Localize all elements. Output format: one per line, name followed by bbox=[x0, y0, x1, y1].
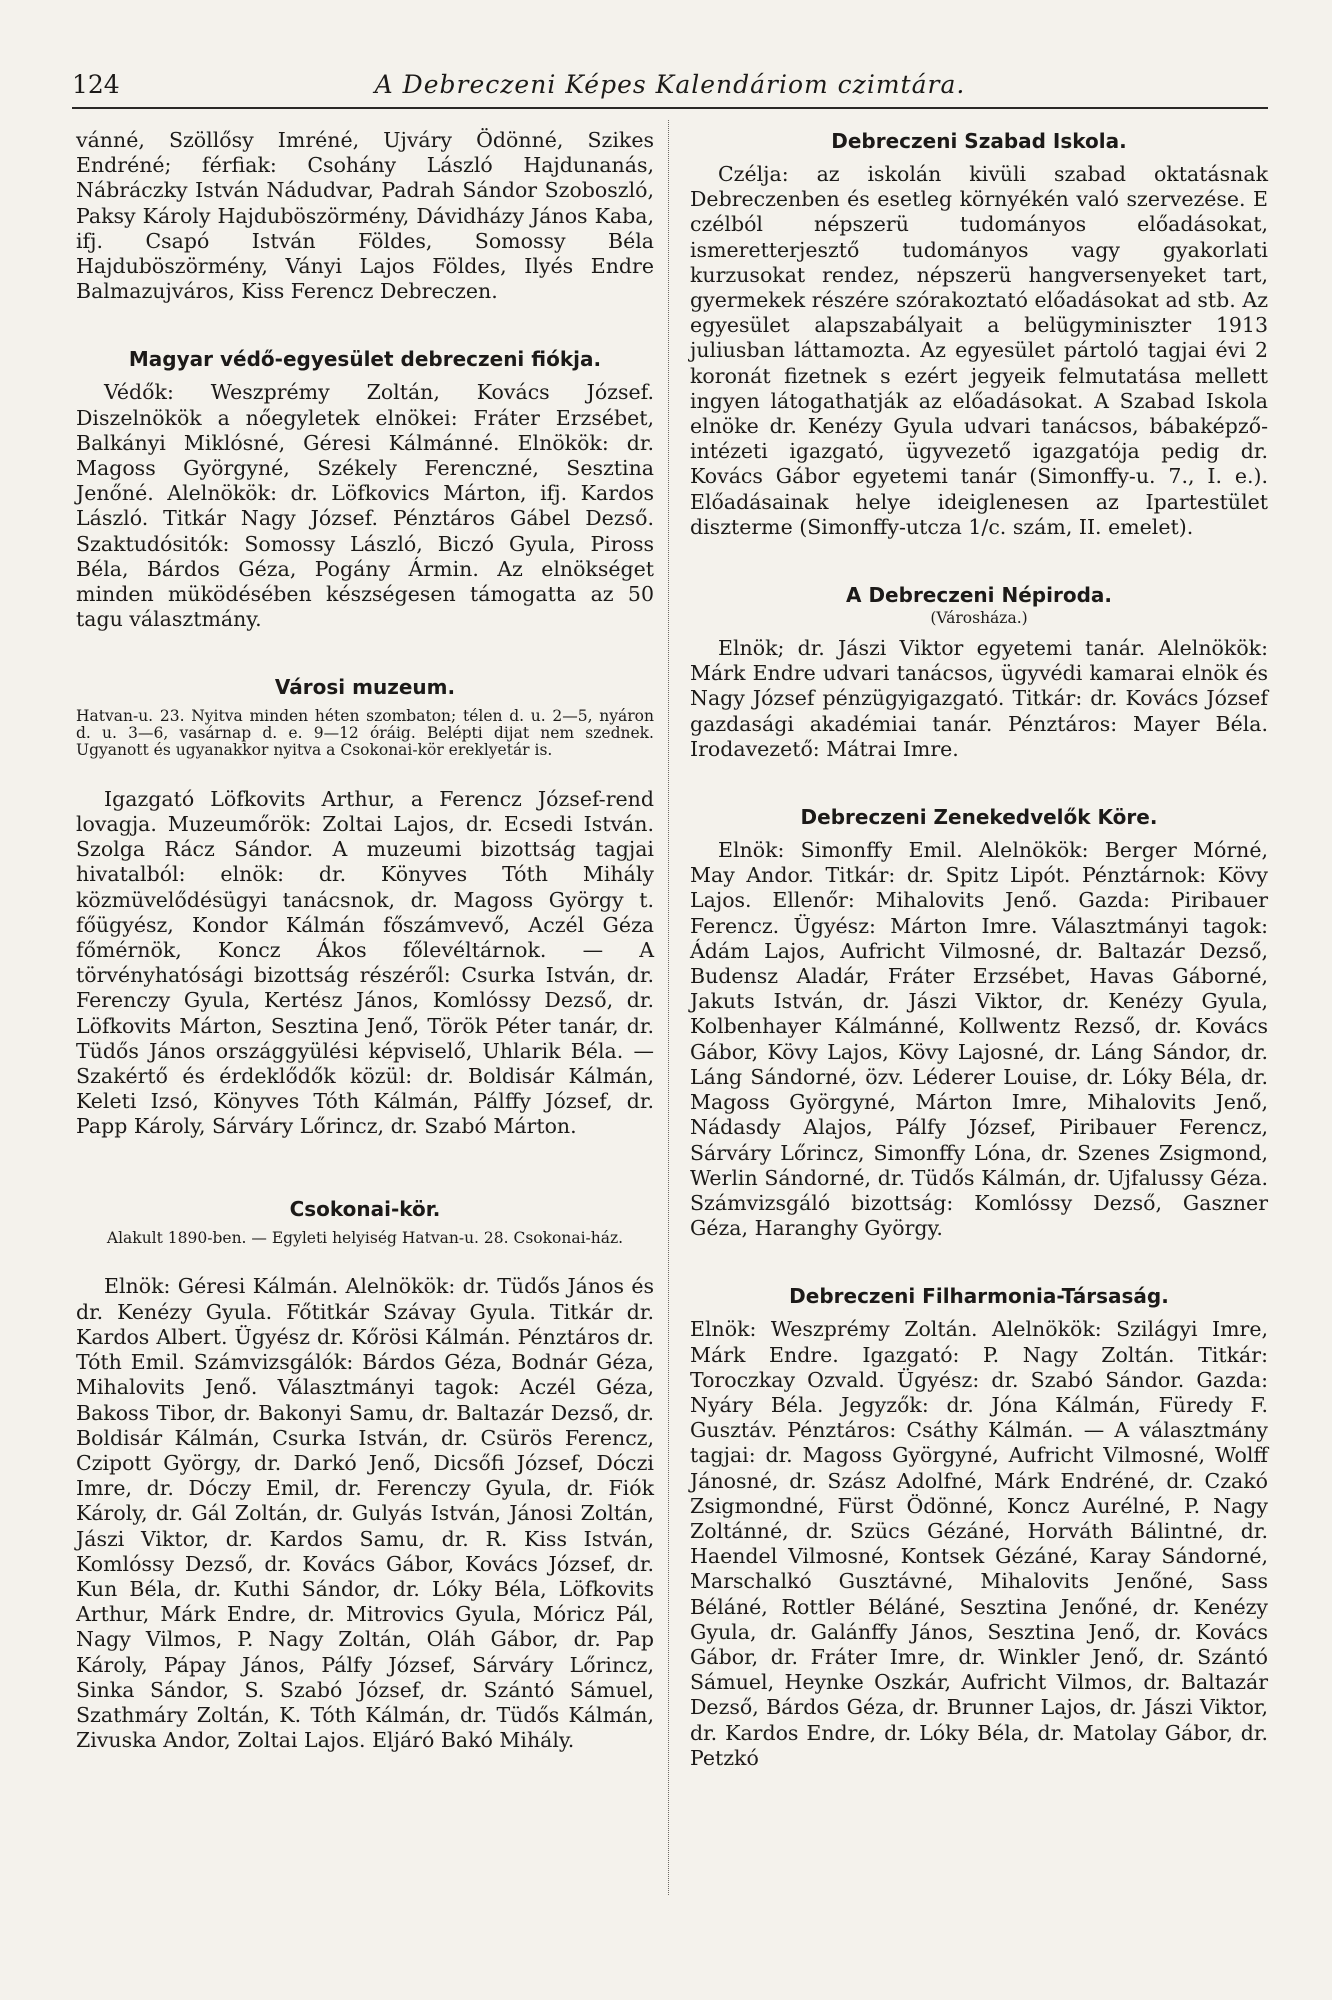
filharmonia-paragraph: Elnök: Weszprémy Zoltán. Alelnökök: Szilágyi Imre, Márk Endre. Igazgató: P. Nagy Zoltán. Titkár: Toroczkay Ozvald. Ügyész: dr. Szabó Sándor. Gazda: Nyáry Béla. Jegyzők: dr. Jóna Kálmán, Füredy F. Gusztáv. Pénztáros: Csáthy Kálmán. — A választmány tagjai: dr. Magoss Györgyné, Aufricht Vilmosné, Wolff Jánosné, dr. Szász Adolfné, Márk Endréné, dr. Czakó Zsigmondné, Fürst Ödönné, Koncz Aurélné, P. Nagy Zoltánné, dr. Szücs Gézáné, Horváth Bálintné, dr. Haendel Vilmosné, Kontsek Gézáné, Karay Sándorné, Marschalkó Gusztávné, Mihalovits Jenőné, Sass Béláné, Rottler Béláné, Sesztina Jenőné, dr. Kenézy Gyula, dr. Galánffy János, Sesztina Jenő, dr. Kovács Gábor, dr. Fráter Imre, dr. Winkler Jenő, dr. Szántó Sámuel, Heynke Oszkár, Aufricht Vilmos, dr. Baltazár Dezső, Bárdos Géza, dr. Brunner Lajos, dr. Jászi Viktor, dr. Kardos Endre, dr. Lóky Béla, dr. Matolay Gábor, dr. Petzkó bbox=[690, 1317, 1268, 1770]
section-heading-nepiroda: A Debreczeni Népiroda. bbox=[846, 583, 1112, 608]
zenekedvelok-paragraph: Elnök: Simonffy Emil. Alelnökök: Berger Mórné, May Andor. Titkár: dr. Spitz Lipót. Pénztárnok: Kövy Lajos. Ellenőr: Mihalovits Jenő. Gazda: Piribauer Ferencz. Ügyész: Márton Imre. Választmányi tagok: Ádám Lajos, Aufricht Vilmosné, dr. Baltazár Dezső, Budensz Aladár, Fráter Erzsébet, Havas Gáborné, Jakuts István, dr. Jászi Viktor, dr. Kenézy Gyula, Kolbenhayer Kálmánné, Kollwentz Rezső, dr. Kovács Gábor, Kövy Lajos, Kövy Lajosné, dr. Láng Sándor, dr. Láng Sándorné, özv. Léderer Louise, dr. Lóky Béla, dr. Magoss Györgyné, Márton Imre, Mihalovits Jenő, Nádasdy Alajos, Pálfy József, Piribauer Ferencz, Sárváry Lőrincz, Simonffy Lóna, dr. Szenes Zsigmond, Werlin Sándorné, dr. Tüdős Kálmán, dr. Ujfalussy Géza. Számvizsgáló bizottság: Komlóssy Dezső, Gaszner Géza, Haranghy György. bbox=[690, 838, 1268, 1241]
szabad-iskola-paragraph: Czélja: az iskolán kivüli szabad oktatásnak Debreczenben és esetleg környékén való szervezése. E czélból népszerü tudományos előadásokat, ismeretterjesztő tudományos vagy gyakorlati kurzusokat rendez, népszerü hangversenyeket tart, gyermekek részére szórakoztató előadásokat ad stb. Az egyesület alapszabályait a belügyminiszter 1913 juliusban láttamozta. Az egyesület pártoló tagjai évi 2 koronát fizetnek s ezért jegyeik felmutatása mellett ingyen látogathatják az előadásokat. A Szabad Iskola elnöke dr. Kenézy Gyula udvari tanácsos, bábaképző-intézeti igazgató, ügyvezető igazgatója pedig dr. Kovács Gábor egyetemi tanár (Simonffy-u. 7., I. e.). Előadásainak helye ideiglenesen az Ipartestület diszterme (Simonffy-utcza 1/c. szám, II. emelet). bbox=[690, 162, 1268, 539]
section-heading-csokonai-kor: Csokonai-kör. bbox=[289, 1196, 441, 1221]
running-title: A Debreczeni Képes Kalendáriom czimtára. bbox=[374, 70, 966, 99]
left-column bbox=[76, 128, 654, 1753]
csokonai-paragraph: Elnök: Géresi Kálmán. Alelnökök: dr. Tüdős János és dr. Kenézy Gyula. Főtitkár Szávay Gyula. Titkár dr. Kardos Albert. Ügyész dr. Kőrösi Kálmán. Pénztáros dr. Tóth Emil. Számvizsgálók: Bárdos Géza, Bodnár Géza, Mihalovits Jenő. Választmányi tagok: Aczél Géza, Bakoss Tibor, dr. Bakonyi Samu, dr. Baltazár Dezső, dr. Boldisár Kálmán, Csurka István, dr. Csürös Ferencz, Czipott György, dr. Darkó Jenő, Dicsőfi József, Dóczi Imre, dr. Dóczy Emil, dr. Ferenczy Gyula, dr. Fiók Károly, dr. Gál Zoltán, dr. Gulyás István, Jánosi Zoltán, Jászi Viktor, dr. Kardos Samu, dr. R. Kiss István, Komlóssy Dezső, dr. Kovács Gábor, Kovács József, dr. Kun Béla, dr. Kuthi Sándor, dr. Lóky Béla, Löfkovits Arthur, Márk Endre, dr. Mitrovics Gyula, Móricz Pál, Nagy Vilmos, P. Nagy Zoltán, Oláh Gábor, dr. Pap Károly, Pápay János, Pálfy József, Sárváry Lőrincz, Sinka Sándor, S. Szabó József, dr. Szántó Sámuel, Szathmáry Zoltán, K. Tóth Kálmán, dr. Tüdős Kálmán, Zivuska Andor, Zoltai Lajos. Eljáró Bakó Mihály. bbox=[76, 1274, 654, 1753]
nepiroda-subheading: (Városháza.) bbox=[930, 609, 1028, 628]
column-divider bbox=[668, 120, 669, 1895]
section-heading-filharmonia: Debreczeni Filharmonia-Társaság. bbox=[789, 1284, 1169, 1309]
section-heading-vedo-egyesulet: Magyar védő-egyesület debreczeni fiókja. bbox=[128, 347, 602, 372]
nepiroda-paragraph: Elnök; dr. Jászi Viktor egyetemi tanár. Alelnökök: Márk Endre udvari tanácsos, ügyvédi kamarai elnök és Nagy József pénzügyigazgató. Titkár: dr. Kovács József gazdasági akadémiai tanár. Pénztáros: Mayer Béla. Irodavezető: Mátrai Imre. bbox=[690, 636, 1268, 761]
section-heading-szabad-iskola: Debreczeni Szabad Iskola. bbox=[831, 129, 1127, 153]
header-rule bbox=[72, 107, 1268, 109]
vedo-egyesulet-paragraph: Védők: Weszprémy Zoltán, Kovács József. Diszelnökök a nőegyletek elnökei: Fráter Erzsébet, Balkányi Miklósné, Géresi Kálmánné. Elnökök: dr. Magoss Györgyné, Székely Ferenczné, Sesztina Jenőné. Alelnökök: dr. Löfkovics Márton, ifj. Kardos László. Titkár Nagy József. Pénztáros Gábel Dezső. Szaktudósitók: Somossy László, Biczó Gyula, Piross Béla, Bárdos Géza, Pogány Ármin. Az elnökséget minden müködésében készségesen támogatta az 50 tagu választmány. bbox=[76, 380, 654, 632]
intro-paragraph: vánné, Szöllősy Imréné, Ujváry Ödönné, Szikes Endréné; férfiak: Csohány László Hajdunanás, Nábráczky István Nádudvar, Padrah Sándor Szoboszló, Paksy Károly Hajduböszörmény, Dávidházy János Kaba, ifj. Csapó István Földes, Somossy Béla Hajduböszörmény, Ványi Lajos Földes, Ilyés Endre Balmazujváros, Kiss Ferencz Debreczen. bbox=[76, 128, 654, 304]
csokonai-note: Alakult 1890-ben. — Egyleti helyiség Hatvan-u. 28. Csokonai-ház. bbox=[106, 1228, 624, 1247]
right-column bbox=[690, 128, 1268, 1771]
page-number: 124 bbox=[72, 70, 120, 99]
section-heading-zenekedvelok: Debreczeni Zenekedvelők Köre. bbox=[800, 805, 1158, 830]
page-header bbox=[72, 70, 1268, 110]
section-heading-varosi-muzeum: Városi muzeum. bbox=[274, 675, 456, 700]
muzeum-paragraph: Igazgató Löfkovits Arthur, a Ferencz József-rend lovagja. Muzeumőrök: Zoltai Lajos, dr. Ecsedi István. Szolga Rácz Sándor. A muzeumi bizottság tagjai hivatalból: elnök: dr. Könyves Tóth Mihály közmüvelődésügyi tanácsnok, dr. Magoss György t. főügyész, Kondor Kálmán főszámvevő, Aczél Géza főmérnök, Koncz Ákos főlevéltárnok. — A törvényhatósági bizottság részéről: Csurka István, dr. Ferenczy Gyula, Kertész János, Komlóssy Dezső, dr. Löfkovits Márton, Sesztina Jenő, Török Péter tanár, dr. Tüdős János országgyülési képviselő, Uhlarik Béla. — Szakértő és érdeklődők közül: dr. Boldisár Kálmán, Keleti Izsó, Könyves Tóth Kálmán, Pálffy József, dr. Papp Károly, Sárváry Lőrincz, dr. Szabó Márton. bbox=[76, 786, 654, 1139]
muzeum-opening-note: Hatvan-u. 23. Nyitva minden héten szombaton; télen d. u. 2—5, nyáron d. u. 3—6, vasárnap d. e. 9—12 óráig. Belépti dijat nem szednek. Ugyanott és ugyanakkor nyitva a Csokonai-kör ereklyetár is. bbox=[76, 707, 654, 760]
